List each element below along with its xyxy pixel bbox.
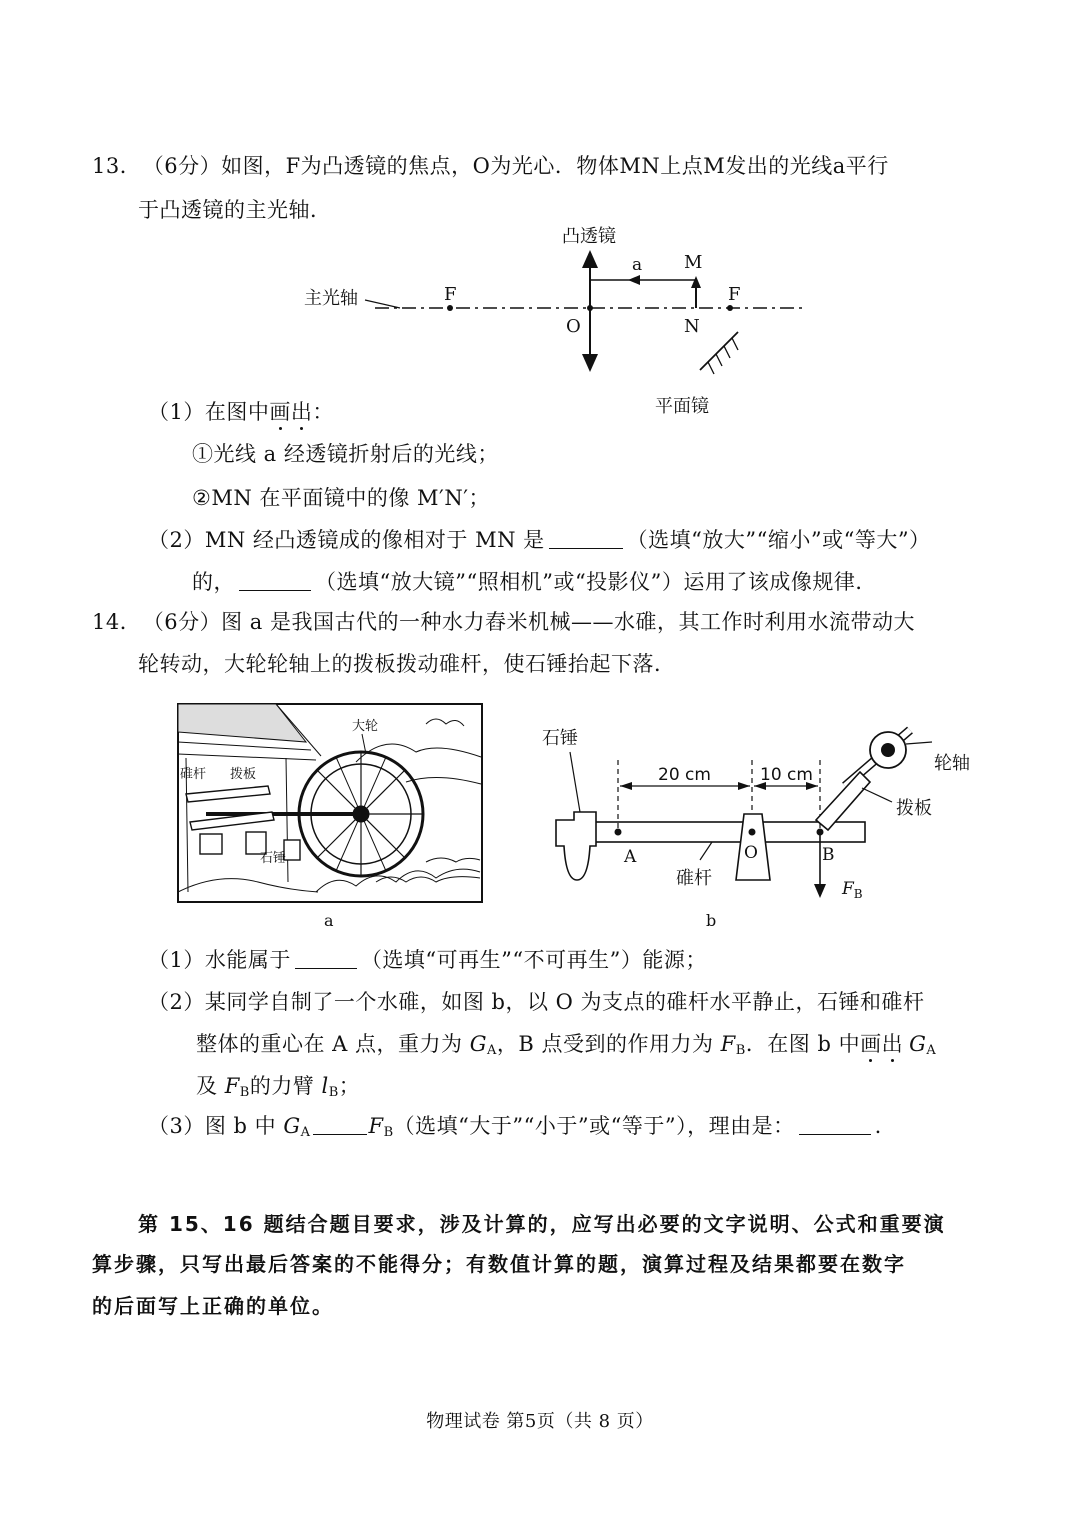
q14-sub2-line3: 及 $F_B$的力臂 $l_B$； <box>196 1074 361 1100</box>
answer-blank[interactable] <box>549 530 623 549</box>
answer-blank[interactable] <box>313 1116 367 1135</box>
question-text: （6分）图 a 是我国古代的一种水力舂米机械——水碓，其工作时利用水流带动大 <box>153 610 915 634</box>
ray-a-label: a <box>632 255 643 275</box>
plane-mirror <box>700 332 738 370</box>
fig-b-plate-label: 拨板 <box>896 798 932 819</box>
distance-ob-label: 10 cm <box>760 765 813 785</box>
q13-header-cont: 于凸透镜的主光轴． <box>138 198 332 222</box>
point-n-label: N <box>684 316 700 337</box>
q13-header <box>92 152 889 180</box>
answer-blank[interactable] <box>295 950 357 969</box>
lever-diagram <box>540 720 980 935</box>
q14-sub2-line1: （2）某同学自制了一个水碓，如图 b，以 O 为支点的碓杆水平静止，石锤和碓杆 <box>148 990 925 1014</box>
stone-hammer <box>556 812 596 880</box>
point-a-label: A <box>624 847 637 867</box>
point-m-label: M <box>684 252 703 273</box>
notice-line-3: 的后面写上正确的单位。 <box>92 1294 334 1318</box>
emphasis-char: 画 <box>269 400 291 424</box>
fig-b-rod-label: 碓杆 <box>676 868 712 889</box>
answer-blank[interactable] <box>799 1116 871 1135</box>
lens-diagram <box>290 220 830 430</box>
distance-ao-label: 20 cm <box>658 765 711 785</box>
q14-sub2-line2: 整体的重心在 A 点，重力为 $G_A$，B 点受到的作用力为 $F_B$．在图 b 中画出 $G_A$ <box>196 1032 937 1058</box>
q14-header-cont: 轮转动，大轮轮轴上的拨板拨动碓杆，使石锤抬起下落． <box>138 652 676 676</box>
emphasis-char: 出 <box>290 400 313 424</box>
notice-line-2: 算步骤，只写出最后答案的不能得分；有数值计算的题，演算过程及结果都要在数字 <box>92 1252 906 1276</box>
q14-sub3: （3）图 b 中 $G_A$ $F_B$（选填“大于”“小于”或“等于”），理由是： . <box>148 1114 882 1140</box>
fig-b-axle-label: 轮轴 <box>934 753 970 774</box>
axis-label: 主光轴 <box>304 288 358 309</box>
q14-sub1: （1）水能属于 （选填“可再生”“不可再生”）能源； <box>148 948 707 972</box>
fig-a-wheel-label: 大轮 <box>352 719 379 734</box>
fig-b-caption: b <box>706 911 717 930</box>
q13-sub2-line2: 的， （选填“放大镜”“照相机”或“投影仪”）运用了该成像规律． <box>192 570 877 594</box>
q13-sub1: （1）在图中画出： <box>148 400 334 424</box>
emphasis-char: 画 <box>860 1032 882 1056</box>
question-number: 13． <box>92 154 142 178</box>
force-fb-label: $F_B$ <box>842 879 863 901</box>
fig-b-hammer-label: 石锤 <box>542 728 578 749</box>
focus-left-label: F <box>444 284 457 305</box>
fig-a-caption: a <box>324 911 334 930</box>
optical-center-label: O <box>566 316 581 337</box>
fig-a-hammer-label: 石锤 <box>260 851 287 866</box>
fig-a-rod-label: 碓杆 <box>180 767 207 782</box>
answer-blank[interactable] <box>239 572 311 591</box>
q13-sub1-item2: ②MN 在平面镜中的像 M′N′； <box>192 486 490 510</box>
lens-label: 凸透镜 <box>562 226 616 247</box>
mirror-label: 平面镜 <box>655 396 709 417</box>
q13-sub2-line1: （2）MN 经凸透镜成的像相对于 MN 是 （选填“放大”“缩小”或“等大”） <box>148 528 931 552</box>
point-b-label: B <box>822 845 835 865</box>
fig-a-plate-label: 拨板 <box>230 767 257 782</box>
pivot-o-label: O <box>744 843 758 863</box>
question-number: 14． <box>92 610 142 634</box>
page-footer: 物理试卷 第5页（共 8 页） <box>426 1411 654 1432</box>
water-mill-illustration <box>176 702 484 934</box>
focus-right-label: F <box>728 284 741 305</box>
q13-sub1-item1: ①光线 a 经透镜折射后的光线； <box>192 442 499 466</box>
question-text: （6分）如图，F为凸透镜的焦点，O为光心．物体MN上点M发出的光线a平行 <box>153 154 889 178</box>
notice-line-1: 第 15、16 题结合题目要求，涉及计算的，应写出必要的文字说明、公式和重要演 <box>138 1212 946 1236</box>
emphasis-char: 出 <box>881 1032 904 1056</box>
q14-header <box>92 608 915 636</box>
